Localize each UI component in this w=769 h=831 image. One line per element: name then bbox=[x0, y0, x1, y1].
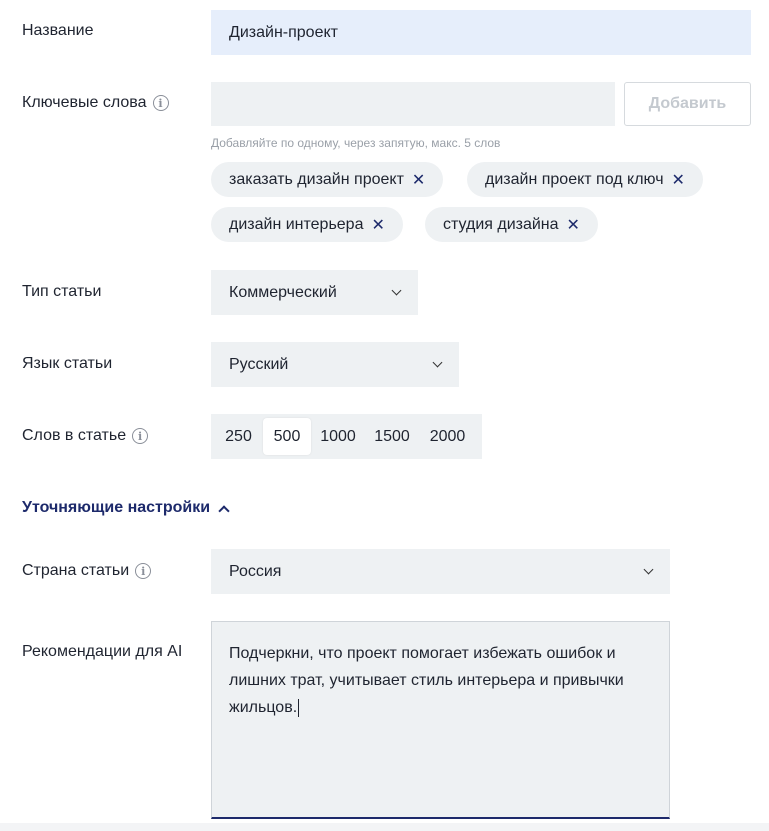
ai-recommendations-label: Рекомендации для AI bbox=[22, 643, 183, 660]
keywords-label: Ключевые слова i bbox=[22, 94, 169, 112]
article-type-select[interactable]: Коммерческий bbox=[211, 270, 418, 315]
country-label: Страна статьи i bbox=[22, 562, 151, 580]
article-language-select[interactable]: Русский bbox=[211, 342, 459, 387]
name-input[interactable]: Дизайн-проект bbox=[211, 10, 751, 55]
chevron-down-icon bbox=[433, 358, 443, 368]
word-count-option-250[interactable]: 250 bbox=[225, 427, 252, 445]
close-icon[interactable]: ✕ bbox=[411, 171, 426, 189]
keyword-tag: заказать дизайн проект ✕ bbox=[211, 162, 443, 197]
close-icon[interactable]: ✕ bbox=[671, 171, 685, 189]
text-caret bbox=[298, 699, 299, 717]
keyword-tag: дизайн проект под ключ ✕ bbox=[467, 162, 703, 197]
word-count-option-500[interactable]: 500 bbox=[263, 418, 311, 455]
article-language-label: Язык статьи bbox=[22, 355, 113, 372]
chevron-down-icon bbox=[392, 286, 402, 296]
word-count-segmented bbox=[211, 414, 482, 459]
keyword-tag: студия дизайна ✕ bbox=[425, 207, 598, 242]
bottom-strip bbox=[0, 823, 769, 831]
word-count-label: Слов в статье i bbox=[22, 427, 148, 445]
info-icon[interactable]: i bbox=[135, 563, 151, 579]
close-icon[interactable]: ✕ bbox=[566, 216, 580, 234]
keyword-tag: дизайн интерьера ✕ bbox=[211, 207, 403, 242]
add-keyword-button[interactable]: Добавить bbox=[624, 82, 751, 126]
keywords-input[interactable] bbox=[211, 82, 615, 126]
word-count-option-1000[interactable]: 1000 bbox=[320, 427, 356, 445]
info-icon[interactable]: i bbox=[153, 95, 169, 111]
chevron-down-icon bbox=[644, 565, 654, 575]
word-count-option-1500[interactable]: 1500 bbox=[374, 427, 410, 445]
close-icon[interactable]: ✕ bbox=[371, 216, 385, 234]
keywords-hint: Добавляйте по одному, через запятую, макс. 5 слов bbox=[211, 136, 501, 150]
country-select[interactable]: Россия bbox=[211, 549, 670, 594]
article-type-label: Тип статьи bbox=[22, 283, 102, 300]
word-count-option-2000[interactable]: 2000 bbox=[429, 427, 466, 445]
ai-recommendations-textarea[interactable]: Подчеркни, что проект помогает избежать ошибок и лишних трат, учитывает стиль интерьера и привычки жильцов. bbox=[211, 621, 670, 819]
info-icon[interactable]: i bbox=[132, 428, 148, 444]
name-label: Название bbox=[22, 22, 94, 39]
refine-settings-toggle[interactable]: Уточняющие настройки bbox=[22, 499, 228, 517]
chevron-up-icon bbox=[218, 505, 229, 516]
